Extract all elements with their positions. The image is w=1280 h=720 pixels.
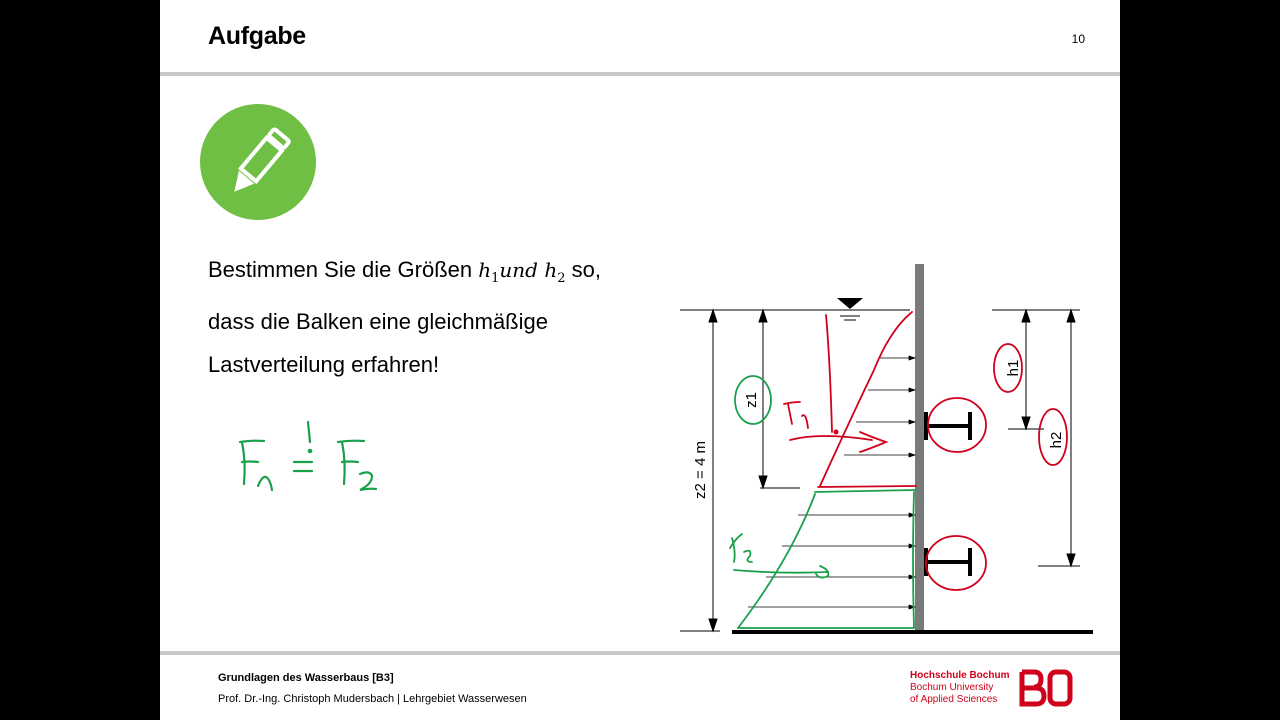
water-level-icon <box>837 298 863 309</box>
task-line-3: Lastverteilung erfahren! <box>208 352 440 377</box>
task-line-2: dass die Balken eine gleichmäßige <box>208 309 548 334</box>
slide <box>160 0 1120 720</box>
label-h1: h1 <box>1005 359 1022 377</box>
task-line-1-prefix: Bestimmen Sie die Größen <box>208 257 479 282</box>
label-z1: z1 <box>743 392 760 408</box>
wall <box>915 264 924 632</box>
handwritten-equation <box>240 422 376 490</box>
math-h2-var: h <box>544 258 558 282</box>
page-title: Aufgabe <box>208 22 306 50</box>
pressure-arrows-lower <box>748 513 915 609</box>
university-line-3: of Applied Sciences <box>910 694 998 705</box>
task-line-1-suffix: so, <box>565 257 601 282</box>
ground-line <box>732 630 1093 634</box>
university-name <box>910 670 1009 706</box>
math-h1-var: h <box>478 258 492 282</box>
label-h2: h2 <box>1048 431 1065 449</box>
label-z2: z2 = 4 m <box>692 441 709 499</box>
dimension-z2 <box>680 310 910 631</box>
math-und: und <box>499 258 538 282</box>
university-line-2: Bochum University <box>910 682 994 693</box>
math-h1-sub: 1 <box>491 271 500 286</box>
pressure-diagram <box>160 0 1120 720</box>
university-logo <box>1018 669 1074 707</box>
i-beam-lower <box>924 548 972 576</box>
footer-author: Prof. Dr.-Ing. Christoph Mudersbach | Lehrgebiet Wasserwesen <box>218 693 527 705</box>
math-h2-sub: 2 <box>557 271 566 286</box>
pressure-arrows-upper <box>844 356 915 457</box>
page-number: 10 <box>1071 32 1085 46</box>
dimension-z1 <box>759 310 800 488</box>
handwritten-lower-zone <box>730 376 916 628</box>
footer-divider <box>160 651 1120 655</box>
university-line-1: Hochschule Bochum <box>910 670 1010 681</box>
footer-course: Grundlagen des Wasserbaus [B3] <box>218 672 394 684</box>
